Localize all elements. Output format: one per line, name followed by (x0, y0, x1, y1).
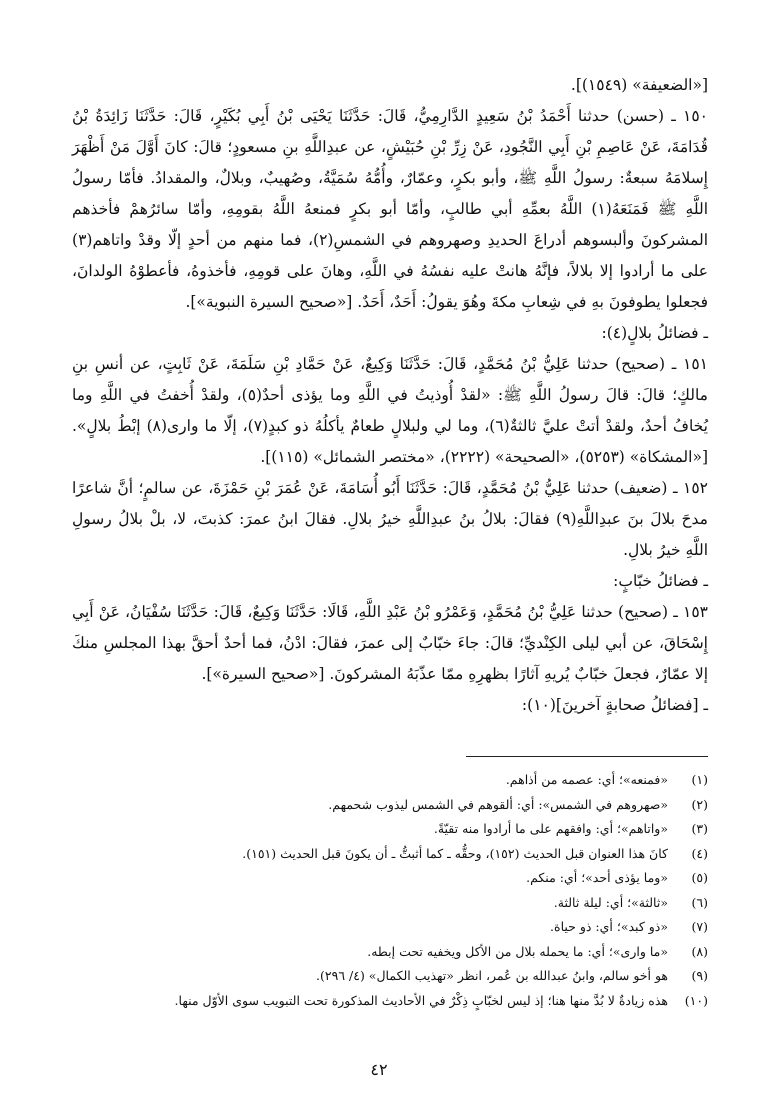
footnote (110, 768, 708, 793)
footnote (110, 891, 708, 916)
reference-line: [«الضعيفة» (١٥٤٩)]. (570, 76, 708, 94)
footnote (110, 915, 708, 940)
footnote-number: (٤) (691, 845, 708, 861)
footnote (110, 793, 708, 818)
section-heading-khabbab: ـ فضائلُ خبّابٍ: (613, 572, 708, 590)
footnote-number: (٥) (691, 870, 708, 885)
footnote (110, 817, 708, 842)
footnote-number: (٩) (691, 968, 708, 983)
footnote-text: «ذو كبد»؛ أي: ذو حياة. (550, 919, 668, 934)
section-heading-other-companions: ـ [فضائلُ صحابةٍ آخرينَ](١٠): (521, 696, 708, 714)
footnote (110, 989, 708, 1014)
footnote (110, 964, 708, 989)
footnote-number: (١) (691, 772, 708, 787)
footnote-number: (٢) (691, 796, 708, 812)
footnote-text: «ما وارى»؛ أي: ما يحمله بلال من الأكل ويخفيه تحت إبطه. (367, 943, 668, 959)
page-number: ٤٢ (370, 1060, 388, 1079)
footnote-text: «صهروهم في الشمس»: أي: ألقوهم في الشمس ليذوب شحمهم. (328, 796, 668, 812)
footnote (110, 866, 708, 891)
footnote-number: (٣) (691, 821, 708, 836)
footnote-separator (466, 756, 708, 757)
footnote (110, 842, 708, 867)
footnote-text: هو أخو سالم، وابنُ عبدالله بن عُمر، انظر «تهذيب الكمال» (٤/ ٢٩٦). (316, 968, 668, 983)
hadith-151: ١٥١ ـ (صحيح) حدثنا عَلِيُّ بْنُ مُحَمَّدٍ، قَالَ: حَدَّثَنَا وَكِيعٌ، عَنْ حَمَّادِ بْنِ سَلَمَةَ، عَنْ ثَابِتٍ، عن أنسِ بنِ مالكٍ؛ قالَ: قالَ رسولُ اللَّهِ ﷺ: «لقدْ أُوذيتُ في اللَّهِ وما يؤذى أحدٌ(٥)، ولقدْ أُخفتُ في اللَّهِ وما يُخافُ أحدٌ، ولقدْ أتتْ عليَّ ثالثةٌ(٦)، وما لي ولبلالٍ طعامٌ يأكلُهُ ذو كبدٍ(٧)، إلّا ما وارى(٨) إبْطُ بلالٍ». [«المشكاة» (٥٢٥٣)، «الصحيحة» (٢٢٢٢)، «مختصر الشمائل» (١١٥)]. (72, 355, 708, 466)
hadith-150: ١٥٠ ـ (حسن) حدثنا أَحْمَدُ بْنُ سَعِيدٍ الدَّارِمِيُّ، قَالَ: حَدَّثَنَا يَحْيَى بْنُ أَبِي بُكَيْرٍ، قَالَ: حَدَّثَنَا زَائِدَةُ بْنُ قُدَامَةَ، عَنْ عَاصِمِ بْنِ أَبِي النَّجُودِ، عَنْ زِرِّ بْنِ حُبَيْشٍ، عن عبدِاللَّهِ بنِ مسعودٍ؛ قالَ: كانَ أَوَّلَ مَنْ أَظْهَرَ إِسلامَهُ سبعةٌ: رسولُ اللَّهِ ﷺ، وأبو بكرٍ، وعمّارٌ، وأُمُّهُ سُمَيَّةُ، وصُهيبٌ، وبلالٌ، والمقدادُ. فأمّا رسولُ اللَّهِ ﷺ فَمَنَعَهُ(١) اللَّهُ بعمِّهِ أبي طالبٍ، وأمّا أبو بكرٍ فمنعهُ اللَّهُ بقومِهِ، وأمّا سائرُهمْ فأخذهم المشركونَ وألبسوهم أدراعَ الحديدِ وصهروهم في الشمسِ(٢)، فما منهم من أحدٍ إلّا وقدْ واتاهم(٣) على ما أرادوا إلا بلالاً، فإنَّهُ هانتْ عليه نفسُهُ في اللَّهِ، وهانَ على قومِهِ، فأخذوهُ، فأعطوْهُ الولدانَ، فجعلوا يطوفونَ بهِ في شِعابِ مكةَ وهُوَ يقولُ: أَحَدٌ، أَحَدٌ. [«صحيح السيرة النبوية»]. (72, 107, 708, 311)
footnote-number: (٨) (691, 943, 708, 959)
footnote-text: هذه زيادةٌ لا بُدَّ منها هنا؛ إذ ليس لخبّابٍ ذِكْرٌ في الأحاديث المذكورة تحت التبويب سوى الأوّل منها. (174, 992, 668, 1008)
footnote-text: كانَ هذا العنوان قبل الحديث (١٥٢)، وحقُّه ـ كما أثبتُّ ـ أن يكونَ قبل الحديث (١٥١). (242, 845, 668, 861)
footnote-number: (٧) (691, 919, 708, 934)
footnotes (110, 768, 708, 1013)
hadith-152: ١٥٢ ـ (ضعيف) حدثنا عَلِيُّ بْنُ مُحَمَّدٍ، قَالَ: حَدَّثَنَا أَبُو أُسَامَةَ، عَنْ عُمَرَ بْنِ حَمْزَةَ، عن سالمٍ؛ أنَّ شاعرًا مدحَ بلالَ بنَ عبدِاللَّهِ(٩) فقالَ: بلالُ بنُ عبدِاللَّهِ خيرُ بلالِ. فقالَ ابنُ عمرَ: كذبتَ، لا، بلْ بلالُ رسولِ اللَّهِ خيرُ بلالِ. (72, 479, 708, 559)
footnote (110, 940, 708, 965)
main-text (72, 70, 708, 721)
footnote-text: «وما يؤذى أحد»؛ أي: منكم. (526, 870, 668, 885)
section-heading-bilal: ـ فضائلُ بلالٍ(٤): (601, 324, 708, 342)
hadith-153: ١٥٣ ـ (صحيح) حدثنا عَلِيُّ بْنُ مُحَمَّدٍ، وَعَمْرُو بْنُ عَبْدِ اللَّهِ، قَالَا: حَدَّثَنَا وَكِيعٌ، قَالَ: حَدَّثَنَا سُفْيَانُ، عَنْ أَبِي إِسْحَاقَ، عن أبي ليلى الكِنْديِّ؛ قالَ: جاءَ خبّابٌ إلى عمرَ، فقالَ: ادْنُ، فما أحدٌ أحقَّ بهذا المجلسِ منكَ إلا عمّارٌ، فجعلَ خبّابٌ يُريهِ آثارًا بظهرِهِ ممّا عذّبَهُ المشركونَ. [«صحيح السيرة»]. (72, 603, 709, 683)
footnote-text: «ثالثة»؛ أي: ليلة ثالثة. (553, 894, 668, 910)
footnote-number: (١٠) (684, 992, 708, 1008)
footnote-number: (٦) (691, 894, 708, 910)
footnote-text: «فمنعه»؛ أي: عصمه من أذاهم. (505, 772, 668, 787)
footnote-text: «واتاهم»؛ أي: وافقهم على ما أرادوا منه تقيّةً. (433, 821, 668, 836)
